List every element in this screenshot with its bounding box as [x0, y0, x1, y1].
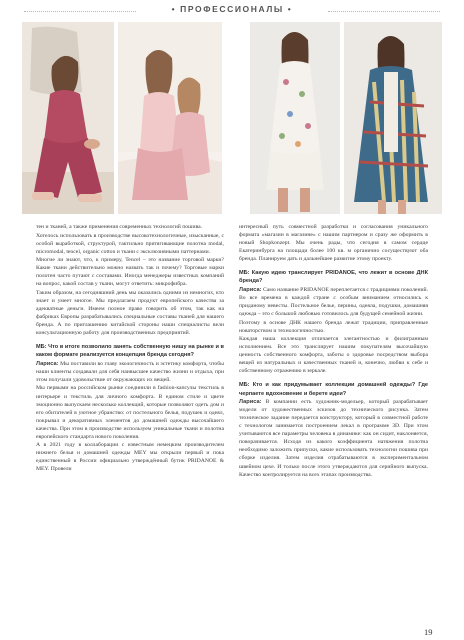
page-header	[0, 0, 464, 22]
left-column	[36, 223, 224, 474]
photo-two-women-image	[118, 22, 222, 214]
photo-pink-pajamas-image	[22, 22, 114, 214]
interview-answer	[239, 286, 428, 318]
speaker-name: Лариса:	[36, 360, 59, 367]
paragraph: А в 2021 году в коллаборации с известным немецким производителем нижнего белья и домашней одежды MEY мы открыли первый и пока единственный в России официально утверждённый бутик PRIDANOE & MEY. Провели	[36, 442, 224, 473]
photo-floral-dress	[250, 22, 340, 214]
answer-text: В компании есть художник-модельер, который разрабатывает модели от художественных эскизов до технического рисунка. Затем техническое задание передается конструктору, который в совместной работе с технологом занимается построением лекал в программе 3D. При этом учитываются все параметры человека в динамике: как он сидит, наклоняется, поворачивается. Исходя из какого коэффициента натяжения полотна необходимо заложить припуски, какие использовать технологии пошива при сборке изделия. Затем изделия отрабатываются в экспериментальном швейном цехе. И только после этого утверждаются для серийного выпуска. Качество контролируется на всех этапах производства.	[239, 399, 428, 478]
photo-patterned-robe-image	[344, 22, 442, 214]
section-label: • ПРОФЕССИОНАЛЫ •	[171, 4, 293, 14]
answer-text: Само название PRIDANOE переплетается с традициями поколений. Во все времена в каждой стране с особым вниманием относились к приданому невесты. Постельное белье, перины, одеяла, подушки, домашняя одежда – это с большой любовью готовилось для будущей семейной жизни.	[239, 286, 429, 318]
photo-floral-dress-image	[250, 22, 340, 214]
paragraph: Каждая наша коллекция отличается элегантностью и филигранным исполнением. Все это транслирует нашим покупателям высочайшую ценность собственного комфорта, заботы о здоровье посредством выбора вещей из натуральных и качественных тканей и, конечно, любви к себе и собственному отражению в зеркале.	[239, 336, 428, 375]
photo-two-women-bed	[118, 22, 222, 214]
photo-pink-pajamas	[22, 22, 114, 214]
paragraph: Таким образом, на сегодняшний день мы оказались одними из немногих, кто знает и умеет многое. Мы предлагаем продукт европейского качества за адекватные деньги. Имеем полное право говорить об этом, так как на фабриках Европы разрабатывались специальные составы тканей для нашего бренда. А по приглашению китайской стороны наши специалисты вели консультационную работу для производственных предприятий.	[36, 289, 224, 337]
interview-question: МБ: Кто и как придумывает коллекции домашней одежды? Где черпаете вдохновение и берете идеи?	[239, 382, 428, 397]
interview-question: МБ: Что в итоге позволило занять собственную нишу на рынке и в каком формате реализуется концепция бренда сегодня?	[36, 344, 224, 359]
paragraph: Многие ли знают, что, к примеру, Tencel – это название торговой марки? Какие ткани действительно можно назвать так и почему? Торговые марки полотен часто путают с составами. Иногда менеджеры известных компаний на вопрос, какой состав у ткани, могут ответить: микрофибра.	[36, 257, 224, 288]
page-number: 19	[424, 627, 433, 637]
interview-answer	[36, 360, 224, 384]
photo-strip	[22, 22, 442, 214]
paragraph: тен и тканей, а также применения современных технологий пошива.	[36, 224, 203, 230]
interview-answer	[239, 398, 428, 478]
paragraph: Мы первыми на российском рынке соединили в fashion-капсулы текстиль в интерьере и текстиль для личного комфорта. В едином стиле и цвете эмоционно выпускаем несколько коллекций, которые позволяют одеть дом и его обитателей в уютное убранство: от постельного белья, подушек и одеял, покрывал и декоративных элементов до домашней одежды высочайшего качества. При этом в производстве используем уникальные ткани и полотна европейского стандарта нового поколения.	[36, 385, 224, 440]
header-rule-left	[24, 11, 136, 12]
paragraph: интересный путь совместной разработки и согласования уникального формата «магазин в магазине» с нашим партнером и сразу же оформить в новый Shopkonzept. Мы очень рады, что сегодня в самом сердце Екатеринбурга на площади более 100 кв. м органично сосуществуют оба бренда. Планируем дать и дальнейшее развитие этому проекту.	[239, 224, 428, 263]
answer-text: Мы поставили во главу экологичность и эстетику комфорта, чтобы наши клиенты создавали для себя наивысшее качество жизни и отдыха, при этом получали удовольствие от окружающих их вещей.	[36, 360, 224, 383]
interview-question: МБ: Какую идею транслирует PRIDANOE, что лежит в основе ДНК бренда?	[239, 270, 428, 285]
paragraph: Хотелось использовать в производстве высокотехнологичные, изысканные, с особой выработкой, структурой, тактильно притягивающие полотна modal, micromodal, tencel, organic cotton и ткани с эксклюзивными паттернами.	[36, 232, 224, 255]
speaker-name: Лариса:	[239, 399, 262, 406]
paragraph: Поэтому в основе ДНК нашего бренда лежат традиции, приправленные новаторством и технологичностью.	[239, 319, 428, 334]
speaker-name: Лариса:	[239, 286, 262, 293]
photo-patterned-robe	[344, 22, 442, 214]
right-column	[239, 223, 428, 479]
header-rule-right	[328, 11, 440, 12]
